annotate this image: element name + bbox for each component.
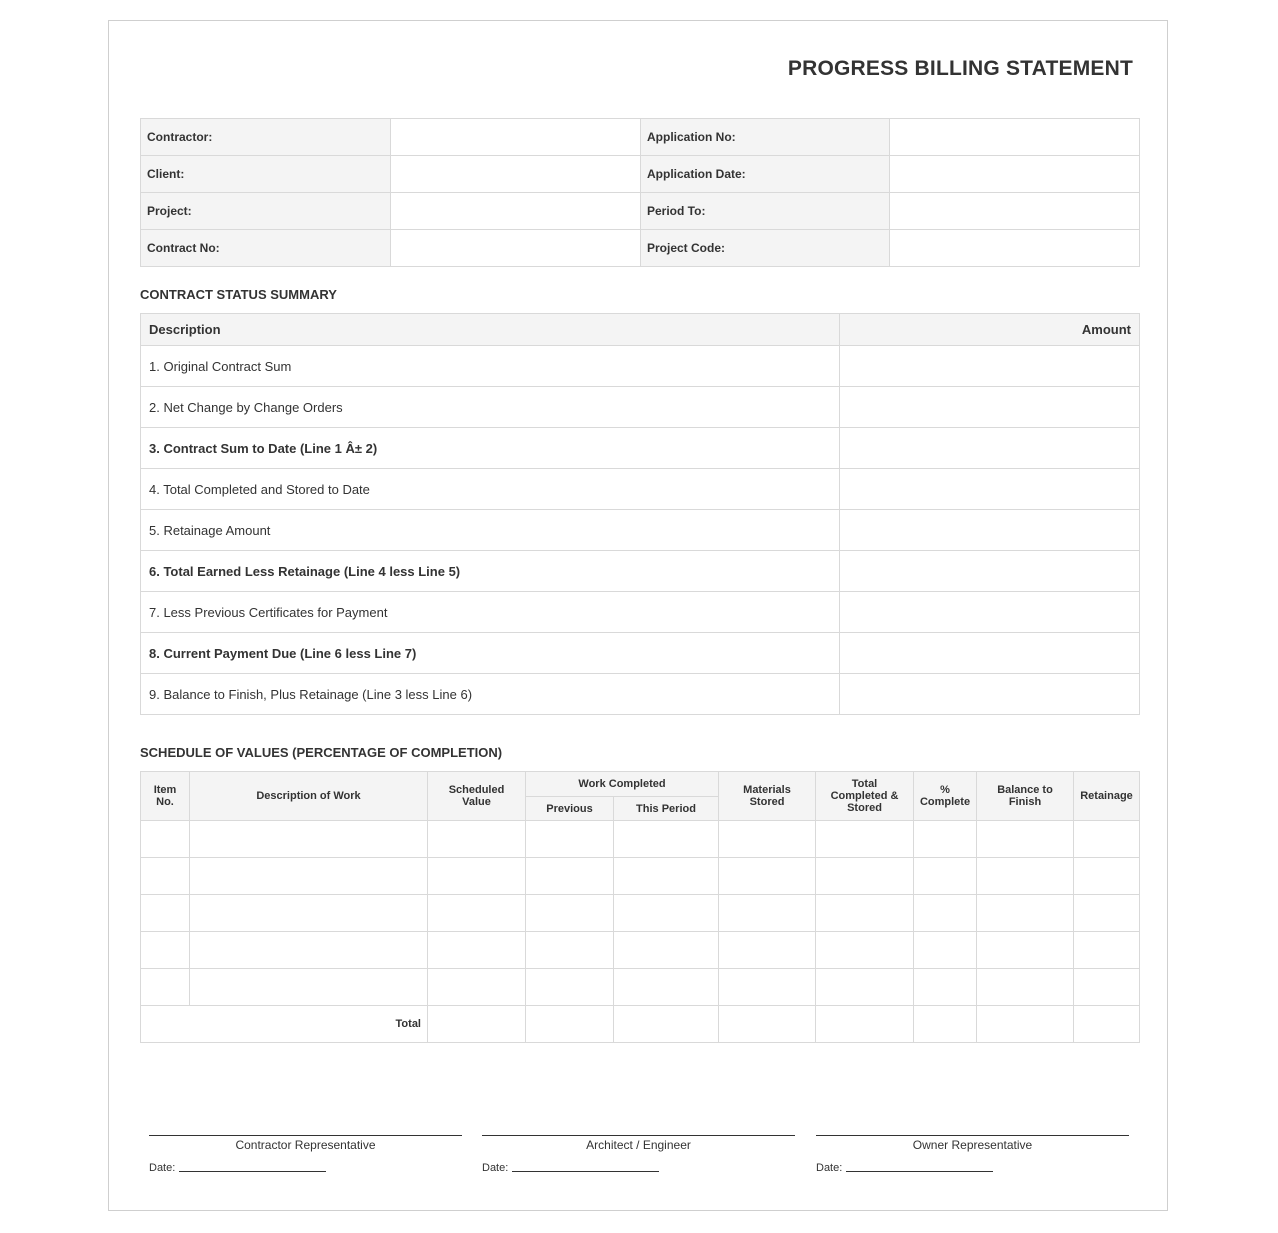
header-text: Complete: [919, 796, 971, 808]
schedule-total-row: [141, 1006, 1140, 1043]
summary-row: [141, 633, 1140, 674]
signature-date: [149, 1162, 462, 1174]
cell[interactable]: [190, 932, 428, 969]
summary-row: [141, 674, 1140, 715]
contract-status-heading: CONTRACT STATUS SUMMARY: [140, 287, 337, 302]
summary-amount-field[interactable]: [840, 551, 1140, 592]
date-line[interactable]: [512, 1171, 659, 1172]
cell[interactable]: [141, 821, 190, 858]
summary-amount-field[interactable]: [840, 346, 1140, 387]
cell[interactable]: [719, 969, 816, 1006]
cell[interactable]: [141, 858, 190, 895]
materials-stored-header: [719, 772, 816, 821]
application-date-field[interactable]: [890, 156, 1140, 193]
summary-line-label: 5. Retainage Amount: [141, 510, 840, 551]
cell[interactable]: [428, 858, 526, 895]
cell[interactable]: [190, 821, 428, 858]
summary-line-label: 9. Balance to Finish, Plus Retainage (Line 3 less Line 6): [141, 674, 840, 715]
cell[interactable]: [1074, 821, 1140, 858]
period-to-field[interactable]: [890, 193, 1140, 230]
date-label: Date:: [149, 1162, 176, 1174]
cell[interactable]: [141, 969, 190, 1006]
cell[interactable]: [614, 858, 719, 895]
cell[interactable]: [977, 932, 1074, 969]
contractor-signature-block: [149, 1135, 462, 1174]
info-row: [141, 156, 1140, 193]
header-text: Stored: [749, 796, 785, 808]
contractor-field[interactable]: [391, 119, 641, 156]
owner-signature-block: [816, 1135, 1129, 1174]
total-cell[interactable]: [428, 1006, 526, 1043]
signature-date: [816, 1162, 1129, 1174]
summary-line-label: 4. Total Completed and Stored to Date: [141, 469, 840, 510]
signature-line[interactable]: [482, 1135, 795, 1136]
cell[interactable]: [428, 969, 526, 1006]
cell[interactable]: [914, 932, 977, 969]
summary-amount-field[interactable]: [840, 592, 1140, 633]
schedule-of-values-table: [140, 771, 1140, 1043]
cell[interactable]: [816, 932, 914, 969]
summary-row: [141, 346, 1140, 387]
page-title: PROGRESS BILLING STATEMENT: [787, 57, 1133, 80]
cell[interactable]: [914, 895, 977, 932]
cell[interactable]: [914, 969, 977, 1006]
project-code-label: Project Code:: [641, 230, 890, 267]
total-cell[interactable]: [526, 1006, 614, 1043]
item-no-header: [141, 772, 190, 821]
header-text: Balance to: [997, 784, 1053, 796]
cell[interactable]: [190, 895, 428, 932]
schedule-header-row: [141, 772, 1140, 797]
cell[interactable]: [719, 932, 816, 969]
header-text: Materials: [743, 784, 791, 796]
cell[interactable]: [526, 895, 614, 932]
header-text: Scheduled: [448, 784, 505, 796]
balance-to-finish-header: [977, 772, 1074, 821]
header-text: Total: [851, 778, 878, 790]
application-no-label: Application No:: [641, 119, 890, 156]
schedule-of-values-heading: SCHEDULE OF VALUES (PERCENTAGE OF COMPLETION): [140, 745, 503, 760]
date-label: Date:: [816, 1162, 843, 1174]
date-line[interactable]: [846, 1171, 993, 1172]
total-cell[interactable]: [816, 1006, 914, 1043]
schedule-row: [141, 932, 1140, 969]
summary-amount-field[interactable]: [840, 428, 1140, 469]
signature-role: Owner Representative: [912, 1138, 1033, 1152]
summary-amount-field[interactable]: [840, 387, 1140, 428]
summary-line-label: 8. Current Payment Due (Line 6 less Line 7): [141, 633, 840, 674]
signature-date: [482, 1162, 795, 1174]
header-text: Value: [462, 796, 491, 808]
summary-row: [141, 510, 1140, 551]
cell[interactable]: [914, 821, 977, 858]
work-completed-header: Work Completed: [526, 772, 719, 797]
cell[interactable]: [614, 932, 719, 969]
cell[interactable]: [526, 858, 614, 895]
schedule-row: [141, 969, 1140, 1006]
cell[interactable]: [1074, 858, 1140, 895]
summary-line-label: 7. Less Previous Certificates for Payment: [141, 592, 840, 633]
amount-header: Amount: [840, 314, 1140, 346]
project-info-table: [140, 118, 1140, 267]
cell[interactable]: [1074, 969, 1140, 1006]
summary-row: [141, 592, 1140, 633]
schedule-row: [141, 821, 1140, 858]
cell[interactable]: [428, 895, 526, 932]
project-label: Project:: [141, 193, 391, 230]
application-no-field[interactable]: [890, 119, 1140, 156]
summary-row: [141, 551, 1140, 592]
cell[interactable]: [190, 969, 428, 1006]
cell[interactable]: [141, 932, 190, 969]
billing-statement-page: [108, 20, 1168, 1211]
signature-line[interactable]: [149, 1135, 462, 1136]
cell[interactable]: [428, 821, 526, 858]
header-text: %: [940, 784, 950, 796]
total-label: Total: [141, 1006, 428, 1043]
summary-row: [141, 387, 1140, 428]
total-cell[interactable]: [614, 1006, 719, 1043]
total-completed-stored-header: [816, 772, 914, 821]
summary-line-label: 3. Contract Sum to Date (Line 1 Â± 2): [141, 428, 840, 469]
header-text: Stored: [847, 802, 882, 814]
summary-amount-field[interactable]: [840, 674, 1140, 715]
cell[interactable]: [977, 969, 1074, 1006]
contract-no-label: Contract No:: [141, 230, 391, 267]
scheduled-value-header: [428, 772, 526, 821]
summary-amount-field[interactable]: [840, 633, 1140, 674]
contract-status-table: [140, 313, 1140, 715]
header-text: Completed &: [830, 790, 899, 802]
cell[interactable]: [526, 932, 614, 969]
info-row: [141, 119, 1140, 156]
retainage-header: Retainage: [1074, 772, 1140, 821]
header-text: Item: [153, 784, 177, 796]
signature-line[interactable]: [816, 1135, 1129, 1136]
client-field[interactable]: [391, 156, 641, 193]
total-cell[interactable]: [719, 1006, 816, 1043]
info-row: [141, 193, 1140, 230]
cell[interactable]: [719, 858, 816, 895]
total-cell[interactable]: [977, 1006, 1074, 1043]
application-date-label: Application Date:: [641, 156, 890, 193]
previous-header: Previous: [526, 797, 614, 821]
schedule-row: [141, 858, 1140, 895]
description-of-work-header: Description of Work: [190, 772, 428, 821]
cell[interactable]: [914, 858, 977, 895]
cell[interactable]: [719, 821, 816, 858]
contractor-label: Contractor:: [141, 119, 391, 156]
cell[interactable]: [1074, 932, 1140, 969]
cell[interactable]: [816, 969, 914, 1006]
signature-role: Architect / Engineer: [586, 1138, 691, 1152]
cell[interactable]: [526, 969, 614, 1006]
summary-amount-field[interactable]: [840, 469, 1140, 510]
project-code-field[interactable]: [890, 230, 1140, 267]
signature-role: Contractor Representative: [235, 1138, 376, 1152]
summary-line-label: 6. Total Earned Less Retainage (Line 4 less Line 5): [141, 551, 840, 592]
project-field[interactable]: [391, 193, 641, 230]
schedule-row: [141, 895, 1140, 932]
summary-header-row: [141, 314, 1140, 346]
summary-line-label: 1. Original Contract Sum: [141, 346, 840, 387]
cell[interactable]: [977, 821, 1074, 858]
cell[interactable]: [977, 858, 1074, 895]
description-header: Description: [141, 314, 840, 346]
cell[interactable]: [614, 821, 719, 858]
date-label: Date:: [482, 1162, 509, 1174]
cell[interactable]: [190, 858, 428, 895]
cell[interactable]: [614, 969, 719, 1006]
cell[interactable]: [816, 858, 914, 895]
cell[interactable]: [141, 895, 190, 932]
architect-signature-block: [482, 1135, 795, 1174]
cell[interactable]: [977, 895, 1074, 932]
summary-line-label: 2. Net Change by Change Orders: [141, 387, 840, 428]
summary-row: [141, 469, 1140, 510]
total-cell[interactable]: [1074, 1006, 1140, 1043]
summary-row: [141, 428, 1140, 469]
cell[interactable]: [1074, 895, 1140, 932]
cell[interactable]: [428, 932, 526, 969]
header-text: No.: [156, 796, 174, 808]
header-text: Finish: [1008, 796, 1042, 808]
cell[interactable]: [816, 895, 914, 932]
cell[interactable]: [614, 895, 719, 932]
cell[interactable]: [816, 821, 914, 858]
percent-complete-header: [914, 772, 977, 821]
cell[interactable]: [526, 821, 614, 858]
total-cell[interactable]: [914, 1006, 977, 1043]
this-period-header: This Period: [614, 797, 719, 821]
date-line[interactable]: [179, 1171, 326, 1172]
period-to-label: Period To:: [641, 193, 890, 230]
summary-amount-field[interactable]: [840, 510, 1140, 551]
client-label: Client:: [141, 156, 391, 193]
cell[interactable]: [719, 895, 816, 932]
info-row: [141, 230, 1140, 267]
contract-no-field[interactable]: [391, 230, 641, 267]
